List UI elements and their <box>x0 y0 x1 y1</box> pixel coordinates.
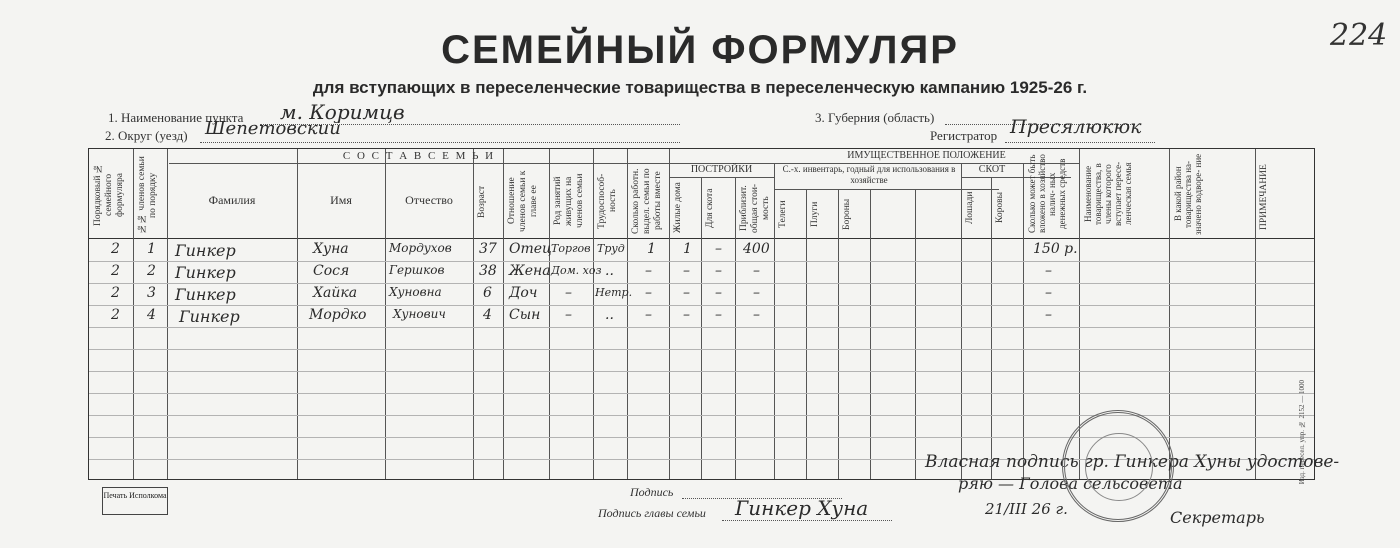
row-occupation: – <box>565 307 572 323</box>
row-value: – <box>753 263 760 279</box>
guberniya-label: 3. Губерния (область) <box>815 110 935 125</box>
row-money: – <box>1045 263 1052 279</box>
buildings-group-heading: ПОСТРОЙКИ <box>690 164 753 175</box>
row-member-no: 3 <box>147 285 156 301</box>
row-patronymic: Мордухов <box>389 241 452 255</box>
row-value: – <box>753 307 760 323</box>
row-surname: Гинкер <box>175 263 236 282</box>
col-carts-header: Телеги <box>778 200 788 228</box>
certification-date: 21/III 26 г. <box>985 500 1068 518</box>
row-patronymic: Гершков <box>389 263 445 277</box>
col-money-header: Сколько может быть вложено в хозяйство налич- ных денежных средств <box>1027 154 1067 234</box>
col-age-header: Возраст <box>477 185 487 219</box>
row-patronymic: Хуновна <box>389 285 442 299</box>
row-age: 6 <box>483 285 492 301</box>
row-surname: Гинкер <box>175 241 236 260</box>
row-barns: – <box>715 285 722 301</box>
row-houses: – <box>683 307 690 323</box>
row-member-no: 2 <box>147 263 156 279</box>
row-money: – <box>1045 285 1052 301</box>
inventory-group-heading: С.-х. инвентарь, годный для использования в хозяйстве <box>782 164 956 185</box>
col-horses-header: Лошади <box>965 191 975 225</box>
row-surname: Гинкер <box>175 285 236 304</box>
registrator-label: Регистратор <box>930 128 998 143</box>
buildings-group-line <box>669 177 774 178</box>
registrator-value: Пресялюкюк <box>1010 116 1142 138</box>
family-group-heading: С О С Т А В С Е М Ь И <box>342 150 496 162</box>
col-name-header: Имя <box>330 193 352 207</box>
row-houses: – <box>683 285 690 301</box>
col-value-header: Приблизит. общая стои- мость <box>739 183 771 233</box>
row-occupation: Торгов <box>551 242 591 255</box>
head-signature-value: Гинкер Хуна <box>735 496 869 520</box>
row-order: 2 <box>111 307 120 323</box>
registrator-underline <box>1005 142 1155 143</box>
row-order: 2 <box>111 285 120 301</box>
row-order: 2 <box>111 241 120 257</box>
row-name: Мордко <box>309 307 367 323</box>
row-relation: Доч <box>509 285 538 301</box>
okrug-label: 2. Округ (уезд) <box>105 128 188 143</box>
row-name: Хуна <box>313 241 349 257</box>
row-work: Труд <box>597 242 625 255</box>
row-work: Нетр. <box>595 286 633 299</box>
col-member-no-header: №№ членов семьи по порядку <box>137 156 158 234</box>
col-plows-header: Плуги <box>810 201 820 227</box>
row-order: 2 <box>111 263 120 279</box>
row-relation: Жена <box>509 263 551 279</box>
row-houses: 1 <box>683 241 692 257</box>
col-district-header: В какой район товарищества на- значено водворе- ние <box>1173 153 1203 235</box>
form-subtitle: для вступающих в переселенческие товарищества в переселенческую кампанию 1925-26 г. <box>312 78 1088 97</box>
official-seal <box>1062 410 1174 522</box>
certification-note-line2: ряю — Голова сельсовета <box>958 474 1183 493</box>
seal-inner-ring <box>1085 433 1153 501</box>
row-work: .. <box>605 263 614 279</box>
row-houses: – <box>683 263 690 279</box>
row-workers: 1 <box>647 241 656 257</box>
row-workers: – <box>645 285 652 301</box>
secretary-signature: Секретарь <box>1170 508 1265 527</box>
executive-committee-stamp-box: Печать Исполкома <box>102 487 168 515</box>
row-workers: – <box>645 307 652 323</box>
row-barns: – <box>715 263 722 279</box>
okrug-underline <box>200 142 680 143</box>
signature-label: Подпись <box>630 485 674 499</box>
row-age: 38 <box>479 263 497 279</box>
row-surname: Гинкер <box>179 307 240 326</box>
row-barns: – <box>715 241 722 257</box>
row-workers: – <box>645 263 652 279</box>
col-workers-header: Сколько работн. выдел. семьи по работы вместе <box>631 168 663 234</box>
row-occupation: Дом. хоз <box>551 264 602 277</box>
row-money: – <box>1045 307 1052 323</box>
col-partnership-header: Наименование товарищества, в члены которого вступает пересе- ленческая семья <box>1083 161 1133 227</box>
col-barns-header: Для скота <box>705 188 715 228</box>
col-relation-header: Отношение членов семьи к главе ее <box>507 170 539 232</box>
col-workability-header: Трудоспособ- ность <box>597 173 618 229</box>
row-value: – <box>753 285 760 301</box>
row-age: 37 <box>479 241 497 257</box>
form-title: СЕМЕЙНЫЙ ФОРМУЛЯР <box>441 28 959 72</box>
col-notes-header: ПРИМЕЧАНИЕ <box>1259 164 1269 230</box>
col-houses-header: Жилые дома <box>673 182 683 234</box>
col-harrows-header: Бороны <box>842 198 852 230</box>
col-order-header: Порядковый № семейного формуляра <box>93 163 125 227</box>
col-surname-header: Фамилия <box>208 193 256 207</box>
head-signature-label: Подпись главы семьи <box>598 506 706 520</box>
punkt-label: 1. Наименование пункта <box>108 110 244 125</box>
form-print-code: Изд. пересел. упр. № 2152 — 1000 <box>1298 380 1306 485</box>
row-name: Сося <box>313 263 350 279</box>
row-money: 150 р. <box>1033 241 1078 257</box>
row-member-no: 1 <box>147 241 156 257</box>
row-relation: Сын <box>509 307 541 323</box>
okrug-value: Шепетовский <box>205 118 341 139</box>
row-relation: Отец <box>509 241 552 257</box>
col-cows-header: Коровы <box>995 192 1005 224</box>
head-signature-underline <box>722 520 892 521</box>
property-group-heading: ИМУЩЕСТВЕННОЕ ПОЛОЖЕНИЕ <box>847 150 1006 161</box>
row-member-no: 4 <box>147 307 156 323</box>
livestock-group-heading: СКОТ <box>978 164 1006 175</box>
row-age: 4 <box>483 307 492 323</box>
family-group-line <box>169 163 669 164</box>
row-barns: – <box>715 307 722 323</box>
punkt-value: м. Коримцв <box>280 100 405 124</box>
certification-note-line1: Власная подпись гр. Гинкера Хуны удостове- <box>925 452 1340 472</box>
row-value: 400 <box>743 241 770 257</box>
col-occupation-header: Род занятий живущих на членов семьи <box>553 173 585 229</box>
row-occupation: – <box>565 285 572 301</box>
row-work: .. <box>605 307 614 323</box>
row-name: Хайка <box>313 285 358 301</box>
col-patronymic-header: Отчество <box>405 193 453 207</box>
row-patronymic: Хунович <box>393 307 446 321</box>
page-number-handwritten: 224 <box>1330 18 1388 53</box>
